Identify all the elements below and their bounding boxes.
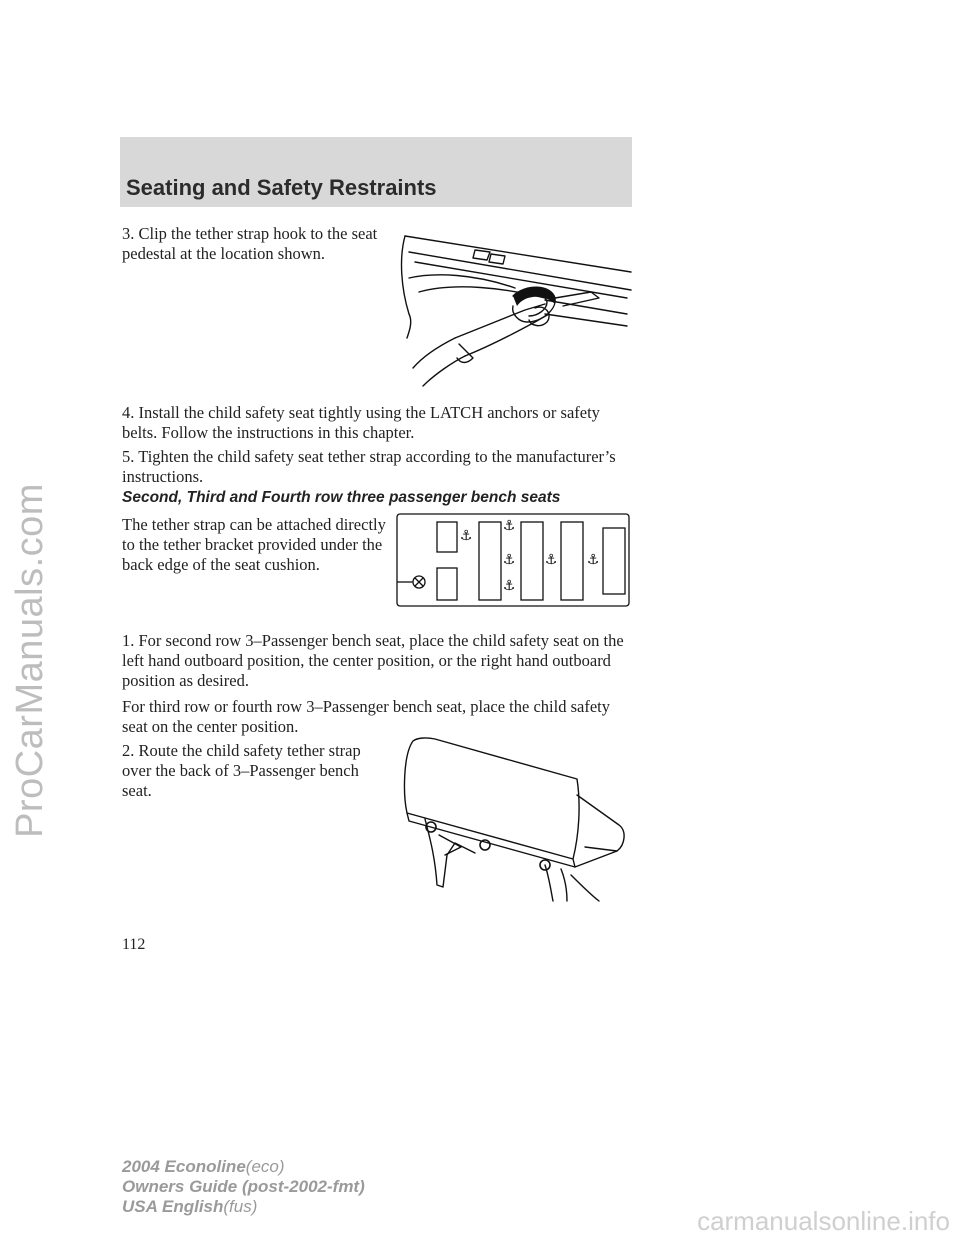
- step-2-text: 2. Route the child safety tether strap over the back of 3–Passenger bench seat.: [122, 741, 361, 800]
- footer-line-2: [122, 1177, 365, 1197]
- footer-line-3: [122, 1197, 365, 1217]
- footer: [122, 1157, 365, 1217]
- tether-hook-illustration: [395, 218, 635, 390]
- tether-intro-text: The tether strap can be attached directly to the tether bracket provided under the back edge of the seat cushion.: [122, 515, 386, 574]
- footer-model-code: (eco): [245, 1157, 285, 1176]
- anchor-icon: ⚓: [586, 552, 600, 568]
- footer-language-code: (fus): [223, 1197, 258, 1216]
- bottom-watermark: carmanualsonline.info: [697, 1206, 950, 1236]
- bench-seat-illustration: [395, 735, 635, 905]
- side-watermark-text: ProCarManuals.com: [8, 482, 51, 838]
- step-3-text: 3. Clip the tether strap hook to the seat pedestal at the location shown.: [122, 224, 378, 263]
- anchor-layout-diagram: [393, 512, 633, 608]
- step-1b-text: For third row or fourth row 3–Passenger bench seat, place the child safety seat on the center position.: [122, 697, 610, 736]
- section-header: [120, 137, 632, 207]
- step-4-text: 4. Install the child safety seat tightly using the LATCH anchors or safety belts. Follow the instructions in this chapter.: [122, 403, 600, 442]
- anchor-icon: ⚓: [502, 552, 516, 568]
- footer-model: 2004 Econoline: [122, 1157, 246, 1176]
- anchor-icon: ⚓: [544, 552, 558, 568]
- footer-guide: Owners Guide (post-2002-fmt): [122, 1177, 365, 1196]
- anchor-icon: ⚓: [502, 518, 516, 534]
- subheading: Second, Third and Fourth row three passenger bench seats: [122, 489, 561, 506]
- section-title: Seating and Safety Restraints: [126, 175, 437, 200]
- page-number: 112: [122, 936, 146, 953]
- anchor-icon: ⚓: [459, 528, 473, 544]
- side-watermark: [2, 420, 58, 900]
- step-1-text: 1. For second row 3–Passenger bench seat, place the child safety seat on the left hand outboard position, the center position, or the right hand outboard position as desired.: [122, 631, 624, 690]
- footer-line-1: [122, 1157, 365, 1177]
- footer-language: USA English: [122, 1197, 224, 1216]
- anchor-icon: ⚓: [502, 578, 516, 594]
- step-5-text: 5. Tighten the child safety seat tether strap according to the manufacturer’s instructions.: [122, 447, 616, 486]
